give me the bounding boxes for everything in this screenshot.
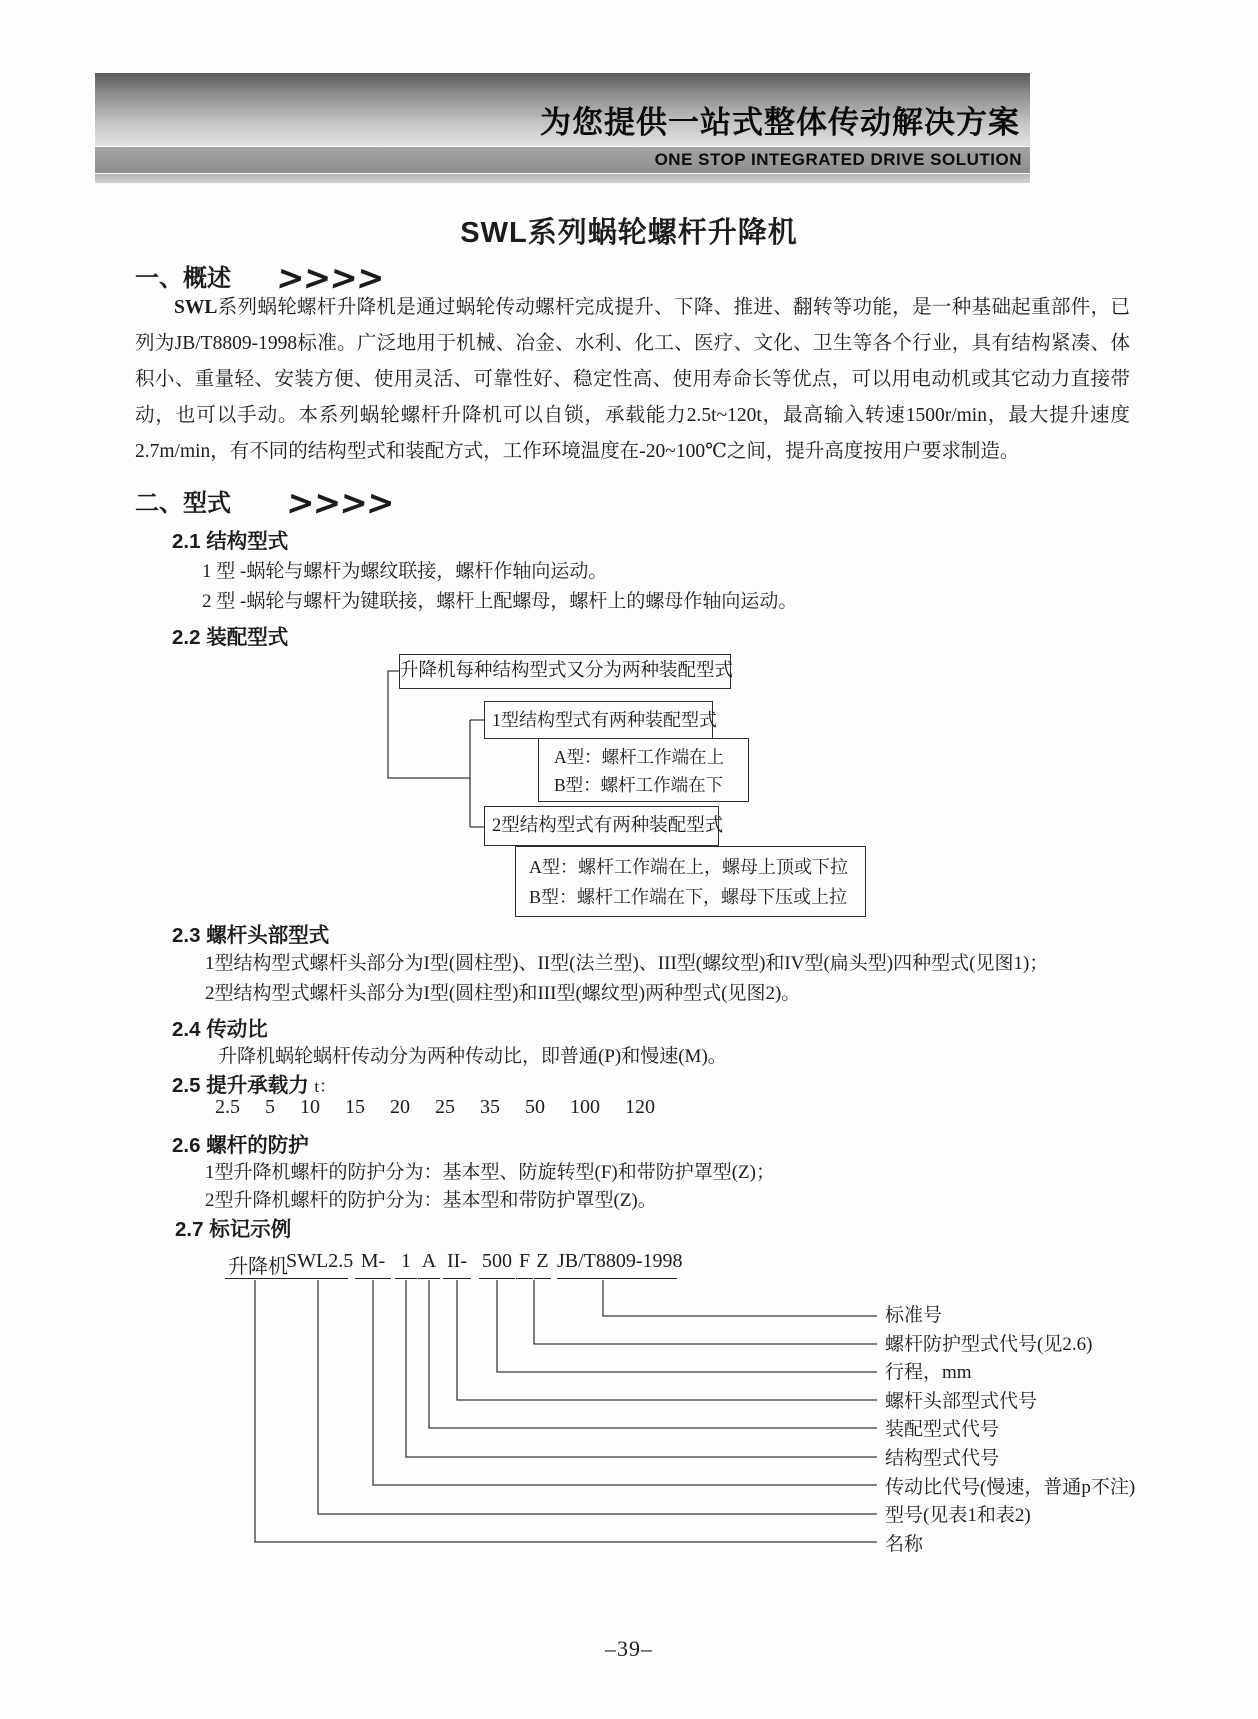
s25-heading bbox=[172, 1068, 336, 1098]
s23-item-1: 1型结构型式螺杆头部分为I型(圆柱型)、II型(法兰型)、III型(螺纹型)和IV型(扁头型)四种型式(见图1)； bbox=[205, 953, 1049, 974]
capacity-value: 15 bbox=[345, 1096, 365, 1118]
capacity-value: 20 bbox=[390, 1096, 410, 1118]
section1-heading: 一、概述 bbox=[135, 265, 231, 292]
section1-chevrons: >>>> bbox=[274, 257, 386, 298]
page-title: SWL系列蜗轮螺杆升降机 bbox=[460, 217, 798, 249]
code-part-model: SWL2.5 bbox=[286, 1250, 348, 1279]
diagram-type2-text: 2型结构型式有两种装配型式 bbox=[492, 816, 724, 836]
s23-item-2: 2型结构型式螺杆头部分为I型(圆柱型)和III型(螺纹型)两种型式(见图2)。 bbox=[205, 983, 801, 1004]
section2-heading-row bbox=[135, 483, 394, 522]
marking-labels bbox=[885, 1302, 1215, 1559]
overview-paragraph-body: 系列蜗轮螺杆升降机是通过蜗轮传动螺杆完成提升、下降、推进、翻转等功能，是一种基础起重部件，已列为JB/T8809-1998标准。广泛地用于机械、冶金、水利、化工、医疗、文化、卫生等各个行业，具有结构紧凑、体积小、重量轻、安装方便、使用灵活、可靠性好、稳定性高、使用寿命长等优点，可以用电动机或其它动力直接带动，也可以手动。本系列蜗轮螺杆升降机可以自锁，承载能力2.5t~120t，最高输入转速1500r/min，最大提升速度2.7m/min，有不同的结构型式和装配方式，工作环境温度在-20~100℃之间，提升高度按用户要求制造。 bbox=[135, 297, 1130, 462]
s21-heading: 2.1 结构型式 bbox=[172, 530, 289, 553]
marking-label: 标准号 bbox=[885, 1305, 943, 1326]
s22-heading: 2.2 装配型式 bbox=[172, 626, 289, 649]
page-number: –39– bbox=[605, 1636, 653, 1661]
capacity-value: 100 bbox=[570, 1096, 600, 1118]
marking-label: 名称 bbox=[885, 1533, 924, 1555]
code-part-structure: 1 bbox=[395, 1250, 417, 1279]
diagram-box-root bbox=[399, 654, 734, 689]
s26-item-1: 1型升降机螺杆的防护分为：基本型、防旋转型(F)和带防护罩型(Z)； bbox=[205, 1162, 775, 1183]
diagram-box-type2 bbox=[484, 806, 724, 846]
diagram-box-type2-ab bbox=[515, 846, 866, 917]
code-part-ratio: M- bbox=[355, 1250, 391, 1279]
capacity-value: 35 bbox=[480, 1096, 500, 1118]
section2-chevrons: >>>> bbox=[284, 482, 396, 523]
marking-label: 传动比代号(慢速，普通p不注) bbox=[885, 1476, 1136, 1498]
diagram-root-text: 升降机每种结构型式又分为两种装配型式 bbox=[400, 661, 734, 681]
capacity-value: 50 bbox=[525, 1096, 545, 1118]
code-part-z: Z bbox=[534, 1250, 551, 1279]
s21-item-2: 2 型 -蜗轮与螺杆为键联接，螺杆上配螺母，螺杆上的螺母作轴向运动。 bbox=[202, 591, 798, 612]
s25-heading-text: 2.5 提升承载力 bbox=[172, 1074, 309, 1097]
diagram-type1-b: B型：螺杆工作端在下 bbox=[554, 775, 724, 795]
code-part-head: II- bbox=[443, 1250, 471, 1279]
diagram-type1-a: A型：螺杆工作端在上 bbox=[554, 747, 725, 767]
s21-item-1: 1 型 -蜗轮与螺杆为螺纹联接，螺杆作轴向运动。 bbox=[202, 561, 608, 582]
header-banner-strip bbox=[95, 174, 1030, 183]
banner-subtitle: ONE STOP INTEGRATED DRIVE SOLUTION bbox=[654, 150, 1022, 169]
capacity-value: 2.5 bbox=[215, 1096, 240, 1118]
diagram-type1-text: 1型结构型式有两种装配型式 bbox=[492, 710, 717, 730]
capacity-values bbox=[215, 1096, 655, 1119]
code-part-f: F bbox=[516, 1250, 533, 1279]
s27-heading: 2.7 标记示例 bbox=[175, 1218, 292, 1241]
overview-paragraph-lead: SWL bbox=[174, 297, 218, 318]
diagram-box-type1-ab bbox=[538, 738, 749, 802]
marking-label: 螺杆头部型式代号 bbox=[885, 1390, 1038, 1412]
banner-title: 为您提供一站式整体传动解决方案 bbox=[540, 105, 1020, 140]
code-part-travel: 500 bbox=[479, 1250, 515, 1279]
s23-heading: 2.3 螺杆头部型式 bbox=[172, 924, 330, 947]
capacity-value: 5 bbox=[265, 1096, 275, 1118]
diagram-type2-a: A型：螺杆工作端在上，螺母上顶或下拉 bbox=[529, 857, 848, 877]
marking-label: 螺杆防护型式代号(见2.6) bbox=[885, 1333, 1093, 1355]
s24-text: 升降机蜗轮蜗杆传动分为两种传动比，即普通(P)和慢速(M)。 bbox=[218, 1046, 727, 1067]
overview-paragraph bbox=[135, 290, 1130, 470]
code-part-assembly: A bbox=[418, 1250, 440, 1279]
marking-label: 装配型式代号 bbox=[885, 1419, 1000, 1441]
capacity-value: 25 bbox=[435, 1096, 455, 1118]
marking-label: 型号(见表1和表2) bbox=[885, 1505, 1031, 1527]
diagram-box-type1 bbox=[484, 701, 717, 739]
s26-heading: 2.6 螺杆的防护 bbox=[172, 1134, 309, 1157]
diagram-type2-b: B型：螺杆工作端在下，螺母下压或上拉 bbox=[529, 887, 848, 907]
code-part-name: 升降机 bbox=[225, 1250, 291, 1279]
capacity-value: 10 bbox=[300, 1096, 320, 1118]
section2-heading: 二、型式 bbox=[135, 490, 231, 517]
header-banner bbox=[95, 73, 1030, 146]
s24-heading: 2.4 传动比 bbox=[172, 1018, 268, 1041]
marking-label: 结构型式代号 bbox=[885, 1447, 1000, 1469]
capacity-value: 120 bbox=[625, 1096, 655, 1118]
marking-tree-lines bbox=[200, 1278, 890, 1556]
s25-unit: t： bbox=[314, 1077, 337, 1096]
s26-item-2: 2型升降机螺杆的防护分为：基本型和带防护罩型(Z)。 bbox=[205, 1190, 657, 1211]
header-banner-sub bbox=[95, 147, 1030, 173]
marking-label: 行程，mm bbox=[885, 1362, 972, 1384]
code-part-standard: JB/T8809-1998 bbox=[557, 1250, 677, 1279]
